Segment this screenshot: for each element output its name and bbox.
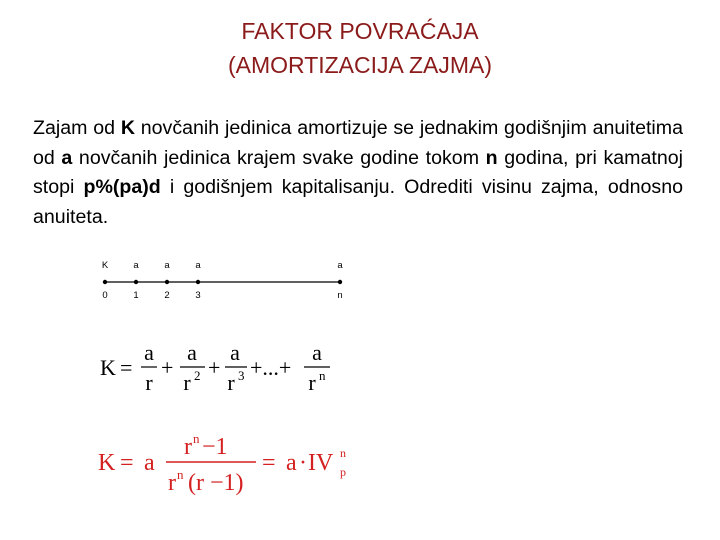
plus-sign: +: [208, 355, 221, 380]
fraction-numerator: a: [187, 340, 197, 365]
text-part: novčanih jedinica krajem svake godine tokom: [72, 146, 486, 169]
formula-lhs: K: [98, 450, 116, 476]
timeline-point: [134, 280, 138, 284]
annuity-a-2: a: [286, 450, 297, 476]
iv-subscript: p: [340, 465, 346, 479]
formula-equals: =: [120, 450, 134, 476]
exponent: 2: [194, 368, 201, 383]
iv-superscript: n: [340, 446, 346, 460]
text-part: i godišnjem kapitalisanju. Odrediti visinu zajma, odnosno anuiteta.: [33, 176, 683, 228]
text-part: novčanih jedinica amortizuje se jednakim godišnjim anuitetima od: [33, 117, 684, 169]
bold-term-k: K: [120, 117, 135, 139]
denominator-exponent: n: [177, 467, 184, 482]
text-part: godina, pri kamatnoj stopi: [33, 146, 683, 198]
timeline-point: [338, 280, 342, 284]
timeline-top-label: a: [337, 260, 343, 271]
fraction-denominator: r: [308, 370, 316, 395]
exponent: n: [319, 368, 326, 383]
timeline-top-label: a: [195, 260, 201, 271]
timeline-bottom-label: 3: [195, 290, 201, 301]
formula-present-value-factor: [96, 424, 356, 504]
fraction-numerator: a: [230, 340, 240, 365]
multiplication-dot: ·: [299, 450, 307, 476]
text-part: Zajam od: [33, 117, 121, 139]
bold-term-n: n: [485, 146, 498, 169]
slide-title-line2: (AMORTIZACIJA ZAJMA): [227, 52, 493, 78]
timeline-bottom-label: 0: [102, 290, 108, 301]
timeline-point: [103, 280, 107, 284]
timeline-point: [165, 280, 169, 284]
numerator-exponent: n: [193, 431, 200, 446]
denominator-paren: (r −1): [188, 470, 244, 496]
timeline-point: [196, 280, 200, 284]
exponent: 3: [238, 368, 245, 383]
bold-term-a: a: [61, 146, 73, 169]
numerator-base: r: [184, 434, 192, 460]
timeline-bottom-label: n: [337, 290, 343, 301]
formula-equals-2: =: [262, 450, 276, 476]
formula-lhs: K: [100, 355, 116, 380]
bold-term-rate: p%(pa)d: [83, 176, 161, 198]
annuity-a: a: [144, 450, 155, 476]
timeline-top-label: K: [101, 260, 109, 271]
fraction-denominator: r: [145, 370, 153, 395]
slide-title-line1: FAKTOR POVRAĆAJA: [241, 18, 479, 44]
formula-sum-of-annuities: [98, 338, 338, 398]
iv-factor: IV: [308, 450, 334, 476]
ellipsis: +...+: [250, 355, 292, 380]
fraction-denominator: r: [183, 370, 191, 395]
formula-equals: =: [120, 355, 133, 380]
plus-sign: +: [161, 355, 174, 380]
timeline-bottom-label: 1: [133, 290, 139, 301]
fraction-numerator: a: [144, 340, 154, 365]
timeline-top-label: a: [164, 260, 170, 271]
fraction-denominator: r: [227, 370, 235, 395]
fraction-numerator: a: [312, 340, 322, 365]
numerator-rest: −1: [202, 434, 228, 460]
timeline-bottom-label: 2: [164, 290, 170, 301]
denominator-base: r: [168, 470, 176, 496]
timeline-top-label: a: [133, 260, 139, 271]
